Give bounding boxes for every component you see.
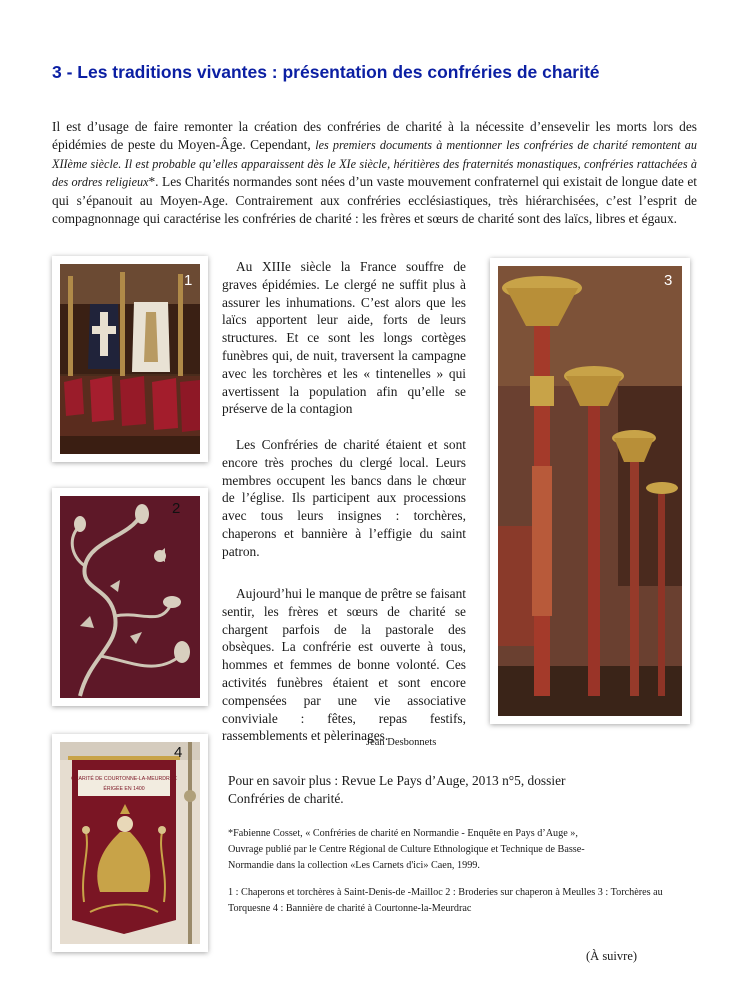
reference-line-1: *Fabienne Cosset, « Confréries de charité en Normandie - Enquête en Pays d’Auge », bbox=[228, 828, 578, 839]
photo-number-1: 1 bbox=[184, 272, 193, 289]
reference-line-2: Ouvrage publié par le Centre Régional de Culture Ethnologique et Technique de Basse- bbox=[228, 844, 585, 855]
photo-4 bbox=[52, 734, 208, 952]
paragraph-2 bbox=[222, 436, 466, 561]
photo-number-4: 4 bbox=[174, 744, 183, 761]
banner-text-line2: ÉRIGÉE EN 1400 bbox=[103, 786, 145, 792]
banner-photo-icon bbox=[60, 742, 200, 944]
photo-number-2: 2 bbox=[172, 500, 181, 517]
more-info: Pour en savoir plus : Revue Le Pays d’Auge, 2013 n°5, dossier Confréries de charité. bbox=[228, 773, 566, 806]
intro-text-1: Il est d’usage de faire remonter la création des confréries de charité à la nécessite d’ensevelir les morts lors des épidémies de peste du Moyen-Âge. Cependant, bbox=[52, 119, 697, 152]
embroidery-photo-icon bbox=[60, 496, 200, 698]
intro-text-2: *. Les Charités normandes sont nées d’un vaste mouvement confraternel qui existait de longue date et qui s’épanouit au Moyen-Age. Contrairement aux confréries ecclésiastiques, très hiérarchisées, c’est l’esprit de compagnonnage qui caractérise les confréries de charité : les frères et sœurs de charité sont des laïcs, libres et égaux. bbox=[52, 174, 697, 226]
paragraph-3-text: Aujourd’hui le manque de prêtre se faisant sentir, les frères et sœurs de charité se chargent parfois de la pastorale des obsèques. La confrérie est ouverte à tous, hommes et femmes de bonne volonté. Ces activités funèbres étaient et sont encore compensées par une vie associative conviviale : fêtes, repas festifs, rassemblements et pèlerinages. bbox=[222, 586, 466, 744]
torcheres-photo-icon bbox=[498, 266, 682, 716]
paragraph-2-text: Les Confréries de charité étaient et sont encore très proches du clergé local. Leurs membres occupent les bancs dans le chœur de l’église. Ils participent aux processions avec tous leurs insignes : torchères, chaperons et bannière à l’effigie du saint patron. bbox=[222, 437, 466, 559]
paragraph-3 bbox=[222, 585, 466, 745]
photo-captions: 1 : Chaperons et torchères à Saint-Denis-de -Mailloc 2 : Broderies sur chaperon à Meulles 3 : Torchères au Torquesne 4 : Bannière de charité à Courtonne-la-Meurdrac bbox=[228, 887, 663, 914]
photo-1 bbox=[52, 256, 208, 462]
reference-line-3: Normandie dans la collection «Les Carnets d'ici» Caen, 1999. bbox=[228, 860, 480, 871]
reference-note bbox=[228, 826, 668, 874]
photo-2 bbox=[52, 488, 208, 706]
paragraph-1-text: Au XIIIe siècle la France souffre de graves épidémies. Le clergé ne suffit plus à assurer les inhumations. C’est alors que les laïcs apportent leur aide, forts de leurs structures. Et ce sont les longs cortèges funèbres qui, de nuit, traversent la campagne avec les torchères et les « tintenelles » qui avertissent la population afin qu’elle se préserve de la contagion bbox=[222, 259, 466, 417]
author: Jean Desbonnets bbox=[366, 737, 437, 748]
intro-paragraph bbox=[52, 118, 697, 228]
photo-number-3: 3 bbox=[664, 272, 673, 289]
chaperons-photo-icon bbox=[60, 264, 200, 454]
page-title: 3 - Les traditions vivantes : présentation des confréries de charité bbox=[52, 62, 600, 82]
a-suivre: (À suivre) bbox=[586, 949, 638, 963]
photo-3 bbox=[490, 258, 690, 724]
banner-text-line1: CHARITÉ DE COURTONNE-LA-MEURDRAC bbox=[71, 776, 177, 782]
intro-italic-text: les premiers documents à mentionner les confréries de charité remontent au XIIème siècle. Il est probable qu’elles apparaissent dès le XIe siècle, héritières des fraternités monastiques, confréries rattachées à des ordres religieux bbox=[52, 137, 697, 190]
paragraph-1 bbox=[222, 258, 466, 418]
